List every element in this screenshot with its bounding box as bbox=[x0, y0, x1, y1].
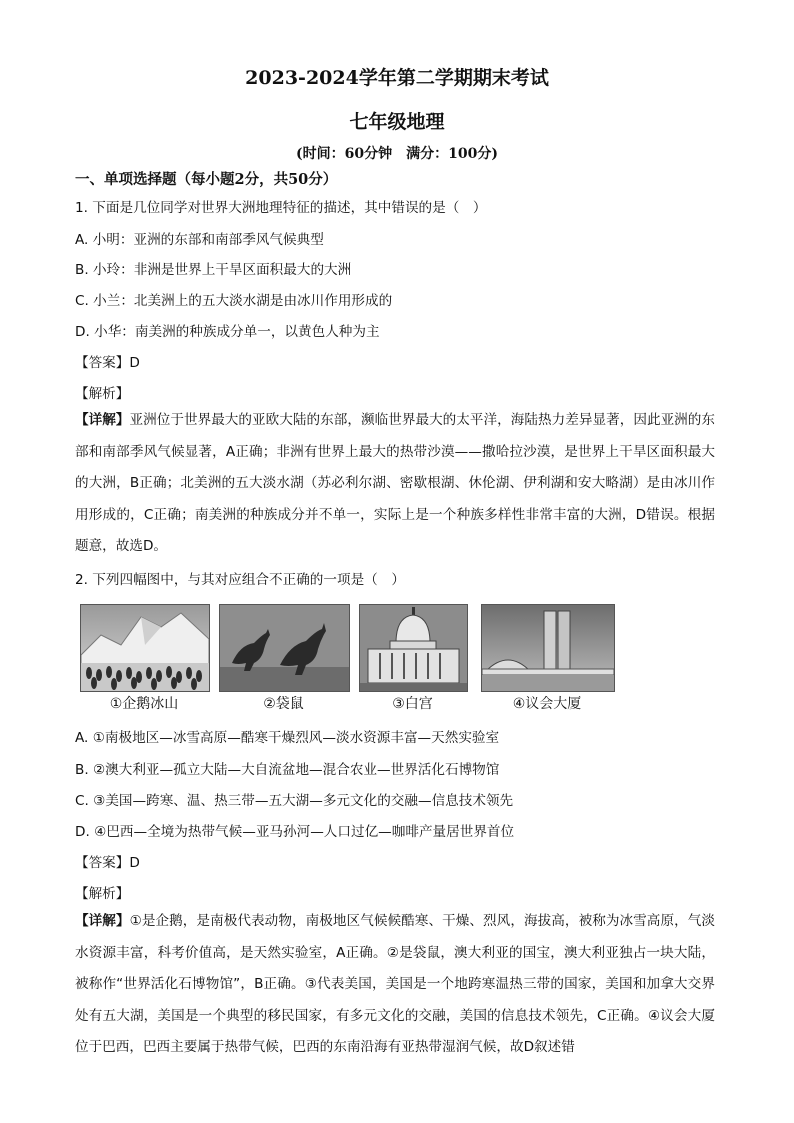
q2-option-a: A. ①南极地区—冰雪高原—酷寒干燥烈风—淡水资源丰富—天然实验室 bbox=[75, 730, 500, 746]
congress-building-photo bbox=[481, 604, 615, 692]
q2-option-c: C. ③美国—跨寒、温、热三带—五大湖—多元文化的交融—信息技术领先 bbox=[75, 793, 514, 809]
q2-stem: 2. 下列四幅图中，与其对应组合不正确的一项是（ ） bbox=[75, 572, 405, 588]
q1-detail-text: 亚洲位于世界最大的亚欧大陆的东部，濒临世界最大的太平洋，海陆热力差异显著，因此亚洲的东部和南部季风气候显著，A正确；非洲有世界上最大的热带沙漠——撒哈拉沙漠，是世界上干旱区面积最大的大洲，B正确；北美洲的五大淡水湖（苏必利尔湖、密歇根湖、休伦湖、伊利湖和安大略湖）是由冰川作用形成的，C正确；南美洲的种族成分并不单一，实际上是一个种族多样性非常丰富的大洲，D错误。根据题意，故选D。 bbox=[75, 412, 716, 555]
section-heading: 一、单项选择题（每小题2分，共50分） bbox=[75, 171, 338, 188]
q1-stem: 1. 下面是几位同学对世界大洲地理特征的描述，其中错误的是（ ） bbox=[75, 200, 487, 216]
q1-option-c: C. 小兰：北美洲上的五大淡水湖是由冰川作用形成的 bbox=[75, 293, 393, 309]
q1-detail bbox=[75, 405, 715, 563]
q2-option-d: D. ④巴西—全境为热带气候—亚马孙河—人口过亿—咖啡产量居世界首位 bbox=[75, 824, 515, 840]
exam-info: (时间：60分钟 满分：100分) bbox=[296, 146, 498, 162]
exam-subject: 七年级地理 bbox=[349, 111, 445, 133]
caption-kangaroo: ②袋鼠 bbox=[263, 696, 304, 712]
q1-option-d: D. 小华：南美洲的种族成分单一，以黄色人种为主 bbox=[75, 324, 380, 340]
q1-option-b: B. 小玲：非洲是世界上干旱区面积最大的大洲 bbox=[75, 262, 352, 278]
q1-analysis-label: 【解析】 bbox=[75, 386, 130, 402]
q2-detail-text: ①是企鹅，是南极代表动物，南极地区气候候酷寒、干燥、烈风，海拔高，被称为冰雪高原，气淡水资源丰富，科考价值高，是天然实验室，A正确。②是袋鼠，澳大利亚的国宝，澳大利亚独占一块大陆，被称作“世界活化石博物馆”，B正确。③代表美国，美国是一个地跨寒温热三带的国家，美国和加拿大交界处有五大湖，美国是一个典型的移民国家，有多元文化的交融，美国的信息技术领先，C正确。④议会大厦位于巴西，巴西主要属于热带气候，巴西的东南沿海有亚热带湿润气候，故D叙述错 bbox=[75, 913, 715, 1056]
q2-answer: 【答案】D bbox=[75, 855, 140, 871]
white-house-photo bbox=[359, 604, 468, 692]
q1-option-a: A. 小明：亚洲的东部和南部季风气候典型 bbox=[75, 232, 324, 248]
penguin-iceberg-photo bbox=[80, 604, 210, 692]
q1-answer: 【答案】D bbox=[75, 355, 140, 371]
caption-congress-building: ④议会大厦 bbox=[512, 696, 582, 712]
q2-detail-label: 【详解】 bbox=[75, 913, 130, 929]
q2-analysis-label: 【解析】 bbox=[75, 886, 130, 902]
q2-option-b: B. ②澳大利亚—孤立大陆—大自流盆地—混合农业—世界活化石博物馆 bbox=[75, 762, 500, 778]
caption-white-house: ③白宫 bbox=[392, 696, 433, 712]
exam-title: 2023-2024学年第二学期期末考试 bbox=[245, 67, 549, 89]
caption-penguin-iceberg: ①企鹅冰山 bbox=[109, 696, 179, 712]
kangaroo-photo bbox=[219, 604, 350, 692]
q2-detail bbox=[75, 906, 715, 1064]
q1-detail-label: 【详解】 bbox=[75, 412, 130, 428]
